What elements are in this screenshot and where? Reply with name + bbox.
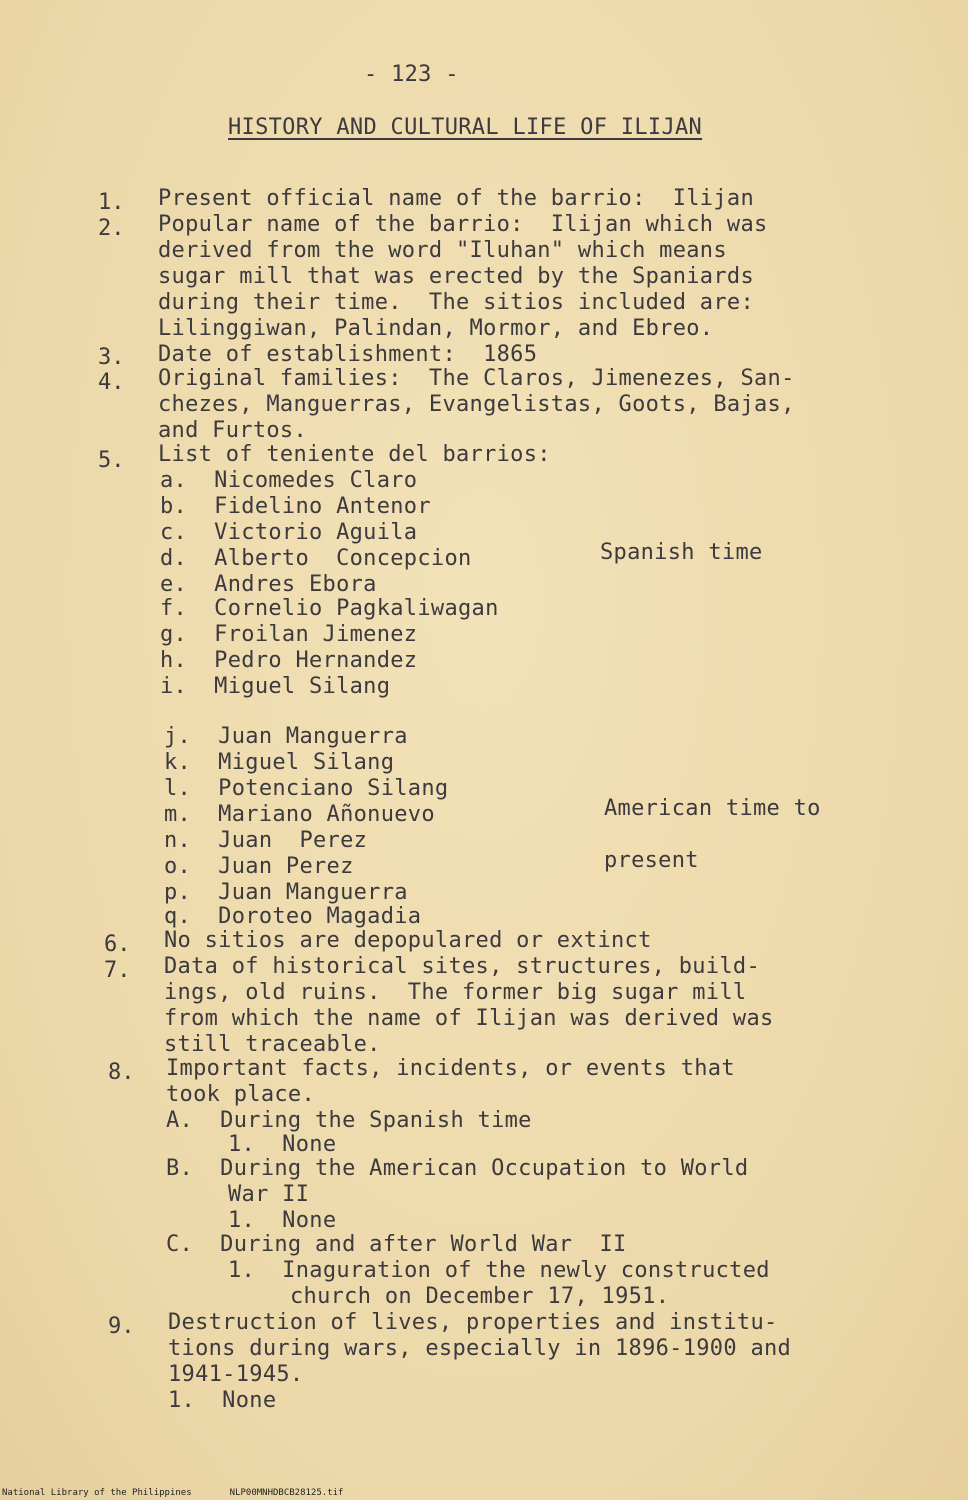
list-item: j. Juan Manguerra xyxy=(164,724,408,749)
item-number: 6. xyxy=(104,932,131,957)
sub-item: B. During the American Occupation to World xyxy=(166,1156,749,1181)
item-text: sugar mill that was erected by the Spaniards xyxy=(158,264,754,289)
item-text: Important facts, incidents, or events that xyxy=(166,1056,735,1081)
item-text: took place. xyxy=(166,1082,315,1107)
item-text: Present official name of the barrio: Ilijan xyxy=(158,186,754,211)
item-number: 9. xyxy=(108,1314,135,1339)
page-number: - 123 - xyxy=(364,62,459,87)
list-item: i. Miguel Silang xyxy=(160,674,391,699)
period-label: Spanish time xyxy=(600,540,763,565)
item-text: Data of historical sites, structures, build- xyxy=(164,954,760,979)
page-title: HISTORY AND CULTURAL LIFE OF ILIJAN xyxy=(228,115,703,140)
list-item: d. Alberto Concepcion xyxy=(160,546,472,571)
item-text: and Furtos. xyxy=(158,418,307,443)
list-item: m. Mariano Añonuevo xyxy=(164,802,435,827)
list-item: c. Victorio Aguila xyxy=(160,520,418,545)
item-text: Popular name of the barrio: Ilijan which was xyxy=(158,212,768,237)
item-text: from which the name of Ilijan was derived was xyxy=(164,1006,774,1031)
period-label: American time to xyxy=(604,796,821,821)
item-text: tions during wars, especially in 1896-1900 and xyxy=(168,1336,792,1361)
list-item: g. Froilan Jimenez xyxy=(160,622,418,647)
item-number: 2. xyxy=(98,216,125,241)
footer-library: National Library of the Philippines xyxy=(2,1488,192,1498)
item-text: ings, old ruins. The former big sugar mill xyxy=(164,980,747,1005)
period-label: present xyxy=(604,848,699,873)
scan-footer xyxy=(2,1488,381,1498)
item-text: Original families: The Claros, Jimenezes, San- xyxy=(158,366,795,391)
list-item: h. Pedro Hernandez xyxy=(160,648,418,673)
sub-item: church on December 17, 1951. xyxy=(290,1284,670,1309)
sub-item: 1. None xyxy=(228,1208,337,1233)
item-text: Date of establishment: 1865 xyxy=(158,342,538,367)
sub-item: 1. None xyxy=(168,1388,277,1413)
list-item: l. Potenciano Silang xyxy=(164,776,449,801)
list-item: p. Juan Manguerra xyxy=(164,880,408,905)
item-number: 1. xyxy=(98,190,125,215)
item-text: Destruction of lives, properties and institu- xyxy=(168,1310,778,1335)
list-item: o. Juan Perez xyxy=(164,854,354,879)
item-text: during their time. The sitios included are: xyxy=(158,290,754,315)
sub-item: C. During and after World War II xyxy=(166,1232,627,1257)
list-item: k. Miguel Silang xyxy=(164,750,395,775)
item-text: chezes, Manguerras, Evangelistas, Goots, Bajas, xyxy=(158,392,795,417)
list-item: n. Juan Perez xyxy=(164,828,368,853)
item-text: List of teniente del barrios: xyxy=(158,442,551,467)
item-text: 1941-1945. xyxy=(168,1362,304,1387)
list-item: b. Fidelino Antenor xyxy=(160,494,431,519)
sub-item: 1. Inaguration of the newly constructed xyxy=(228,1258,770,1283)
list-item: f. Cornelio Pagkaliwagan xyxy=(160,596,499,621)
item-number: 5. xyxy=(98,448,125,473)
sub-item: 1. None xyxy=(228,1132,337,1157)
item-text: still traceable. xyxy=(164,1032,381,1057)
item-text: No sitios are depopulared or extinct xyxy=(164,928,652,953)
item-text: derived from the word "Iluhan" which means xyxy=(158,238,727,263)
sub-item: A. During the Spanish time xyxy=(166,1108,532,1133)
footer-filename: NLP00MNHDBCB28125.tif xyxy=(229,1488,344,1498)
item-number: 8. xyxy=(108,1060,135,1085)
item-number: 7. xyxy=(104,958,131,983)
item-number: 3. xyxy=(98,345,125,370)
item-text: Lilinggiwan, Palindan, Mormor, and Ebreo. xyxy=(158,316,714,341)
list-item: q. Doroteo Magadia xyxy=(164,904,422,929)
list-item: e. Andres Ebora xyxy=(160,572,377,597)
item-number: 4. xyxy=(98,370,125,395)
sub-item: War II xyxy=(228,1182,310,1207)
list-item: a. Nicomedes Claro xyxy=(160,468,418,493)
